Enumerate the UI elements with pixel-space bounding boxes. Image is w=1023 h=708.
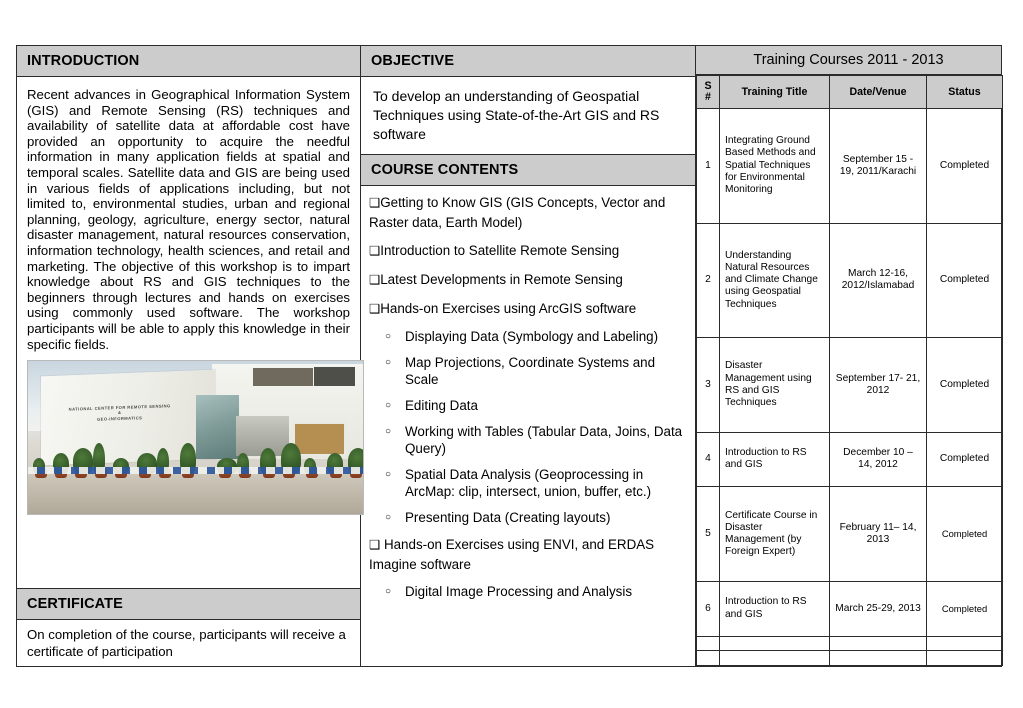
column-header-serial-line1: S	[704, 80, 712, 92]
photo-window-upper-right	[313, 366, 357, 387]
bullet-square-icon: ❑	[369, 244, 381, 258]
introduction-heading: INTRODUCTION	[17, 46, 360, 77]
course-content-item	[369, 535, 687, 574]
cell-date-venue: February 11– 14, 2013	[830, 487, 927, 582]
cell-date-venue: December 10 – 14, 2012	[830, 432, 927, 487]
introduction-text: Recent advances in Geographical Information System (GIS) and Remote Sensing (RS) techniques and availability of satellite data at affordable cost have provided an opportunity to acquire the needful information in many application fields at spatial and temporal scales. Satellite data and GIS are being used in various fields of applications including, but not limited to, environmental studies, urban and regional planning, geology, agriculture, energy sector, natural disaster management, natural resources conservation, information technology, health sciences, and retail and marketing. The objective of this workshop is to impart knowledge about RS and GIS techniques to the beginners through lectures and hands on exercises using commonly used software. The workshop participants will be able to apply this knowledge in their specific fields.	[27, 87, 350, 352]
course-content-subitem-label: Working with Tables (Tabular Data, Joins, Data Query)	[405, 424, 683, 456]
course-content-subitem-label: Presenting Data (Creating layouts)	[405, 510, 611, 525]
building-photo	[27, 360, 364, 515]
table-header-row	[697, 76, 1003, 109]
photo-sign-line-3: GEO-INFORMATICS	[97, 415, 143, 423]
bullet-circle-icon: ○	[385, 426, 392, 437]
course-content-item-label: Introduction to Satellite Remote Sensing	[380, 243, 620, 258]
column-header-status: Status	[927, 76, 1003, 109]
table-row	[697, 487, 1003, 582]
table-row	[697, 109, 1003, 224]
cell-serial-number: 3	[697, 338, 720, 433]
cell-status: Completed	[927, 432, 1003, 487]
course-content-subitem	[369, 328, 687, 345]
cell-date-venue: March 25-29, 2013	[830, 581, 927, 636]
cell-status: Completed	[927, 487, 1003, 582]
cell-serial-number	[697, 636, 720, 651]
cell-training-title: Integrating Ground Based Methods and Spatial Techniques for Environmental Monitoring	[720, 109, 830, 224]
bullet-circle-icon: ○	[385, 469, 392, 480]
training-courses-title: Training Courses 2011 - 2013	[696, 46, 1001, 75]
course-content-subitem-label: Map Projections, Coordinate Systems and Scale	[405, 355, 656, 387]
bullet-square-icon: ❑	[369, 273, 381, 287]
cell-training-title: Introduction to RS and GIS	[720, 432, 830, 487]
cell-serial-number: 1	[697, 109, 720, 224]
cell-serial-number: 2	[697, 223, 720, 338]
introduction-body	[17, 77, 360, 588]
cell-date-venue: September 17- 21, 2012	[830, 338, 927, 433]
cell-training-title: Certificate Course in Disaster Management (by Foreign Expert)	[720, 487, 830, 582]
column-header-training-title: Training Title	[720, 76, 830, 109]
cell-status	[927, 651, 1003, 666]
cell-serial-number: 6	[697, 581, 720, 636]
course-content-item-label: Hands-on Exercises using ArcGIS software	[380, 301, 637, 316]
course-content-subitem	[369, 583, 687, 600]
course-content-subitem-label: Displaying Data (Symbology and Labeling)	[405, 329, 659, 344]
course-content-subitem	[369, 466, 687, 500]
photo-curb-stripe	[28, 467, 363, 474]
cell-status: Completed	[927, 109, 1003, 224]
course-content-item	[369, 193, 687, 232]
course-content-item	[369, 241, 687, 261]
cell-training-title: Understanding Natural Resources and Climate Change using Geospatial Techniques	[720, 223, 830, 338]
cell-date-venue	[830, 636, 927, 651]
training-courses-table-head	[697, 76, 1003, 109]
bullet-circle-icon: ○	[385, 357, 392, 368]
poster-layout	[16, 45, 1002, 667]
introduction-panel	[16, 45, 361, 667]
photo-ground	[28, 473, 363, 514]
course-content-subitem	[369, 423, 687, 457]
course-content-item	[369, 299, 687, 319]
column-header-date-venue: Date/Venue	[830, 76, 927, 109]
cell-status: Completed	[927, 338, 1003, 433]
course-content-subitem	[369, 509, 687, 526]
bullet-square-icon: ❑	[369, 538, 381, 552]
cell-training-title: Disaster Management using RS and GIS Techniques	[720, 338, 830, 433]
course-contents-heading: COURSE CONTENTS	[361, 154, 695, 186]
course-content-subitem	[369, 397, 687, 414]
cell-serial-number: 5	[697, 487, 720, 582]
table-row	[697, 636, 1003, 651]
cell-date-venue	[830, 651, 927, 666]
table-row	[697, 223, 1003, 338]
course-content-item-label: Hands-on Exercises using ENVI, and ERDAS Imagine software	[369, 537, 655, 572]
cell-serial-number: 4	[697, 432, 720, 487]
course-content-subitem	[369, 354, 687, 388]
table-row	[697, 432, 1003, 487]
bullet-circle-icon: ○	[385, 400, 392, 411]
objective-text: To develop an understanding of Geospatial Techniques using State-of-the-Art GIS and RS software	[373, 88, 660, 142]
photo-sign-line-1: NATIONAL CENTER FOR REMOTE SENSING	[69, 403, 172, 413]
table-row	[697, 338, 1003, 433]
course-content-item-label: Latest Developments in Remote Sensing	[380, 272, 623, 287]
course-content-item	[369, 270, 687, 290]
cell-training-title	[720, 651, 830, 666]
training-courses-table-body	[697, 109, 1003, 666]
training-courses-table	[696, 75, 1003, 666]
course-content-subitem-label: Digital Image Processing and Analysis	[405, 584, 633, 599]
cell-training-title	[720, 636, 830, 651]
column-header-serial	[697, 76, 720, 109]
cell-date-venue: March 12-16, 2012/Islamabad	[830, 223, 927, 338]
cell-status	[927, 636, 1003, 651]
certificate-text: On completion of the course, participants will receive a certificate of participation	[27, 627, 346, 659]
table-row	[697, 651, 1003, 666]
column-header-serial-line2: #	[705, 91, 711, 103]
course-content-subitem-label: Editing Data	[405, 398, 478, 413]
cell-status: Completed	[927, 581, 1003, 636]
cell-status: Completed	[927, 223, 1003, 338]
bullet-circle-icon: ○	[385, 512, 392, 523]
course-content-item-label: Getting to Know GIS (GIS Concepts, Vector and Raster data, Earth Model)	[369, 195, 666, 230]
course-content-subitem-label: Spatial Data Analysis (Geoprocessing in ArcMap: clip, intersect, union, buffer, etc.)	[405, 467, 652, 499]
bullet-square-icon: ❑	[369, 196, 381, 210]
cell-date-venue: September 15 - 19, 2011/Karachi	[830, 109, 927, 224]
bullet-square-icon: ❑	[369, 302, 381, 316]
building-photo-container	[27, 360, 350, 515]
training-courses-panel	[696, 45, 1002, 667]
cell-training-title: Introduction to RS and GIS	[720, 581, 830, 636]
bullet-circle-icon: ○	[385, 331, 392, 342]
bullet-circle-icon: ○	[385, 586, 392, 597]
photo-sign-line-2: &	[118, 410, 122, 416]
course-contents-list	[361, 186, 695, 613]
table-row	[697, 581, 1003, 636]
objective-and-contents-panel	[361, 45, 696, 667]
cell-serial-number	[697, 651, 720, 666]
objective-heading: OBJECTIVE	[361, 46, 695, 77]
certificate-heading: CERTIFICATE	[17, 588, 360, 620]
